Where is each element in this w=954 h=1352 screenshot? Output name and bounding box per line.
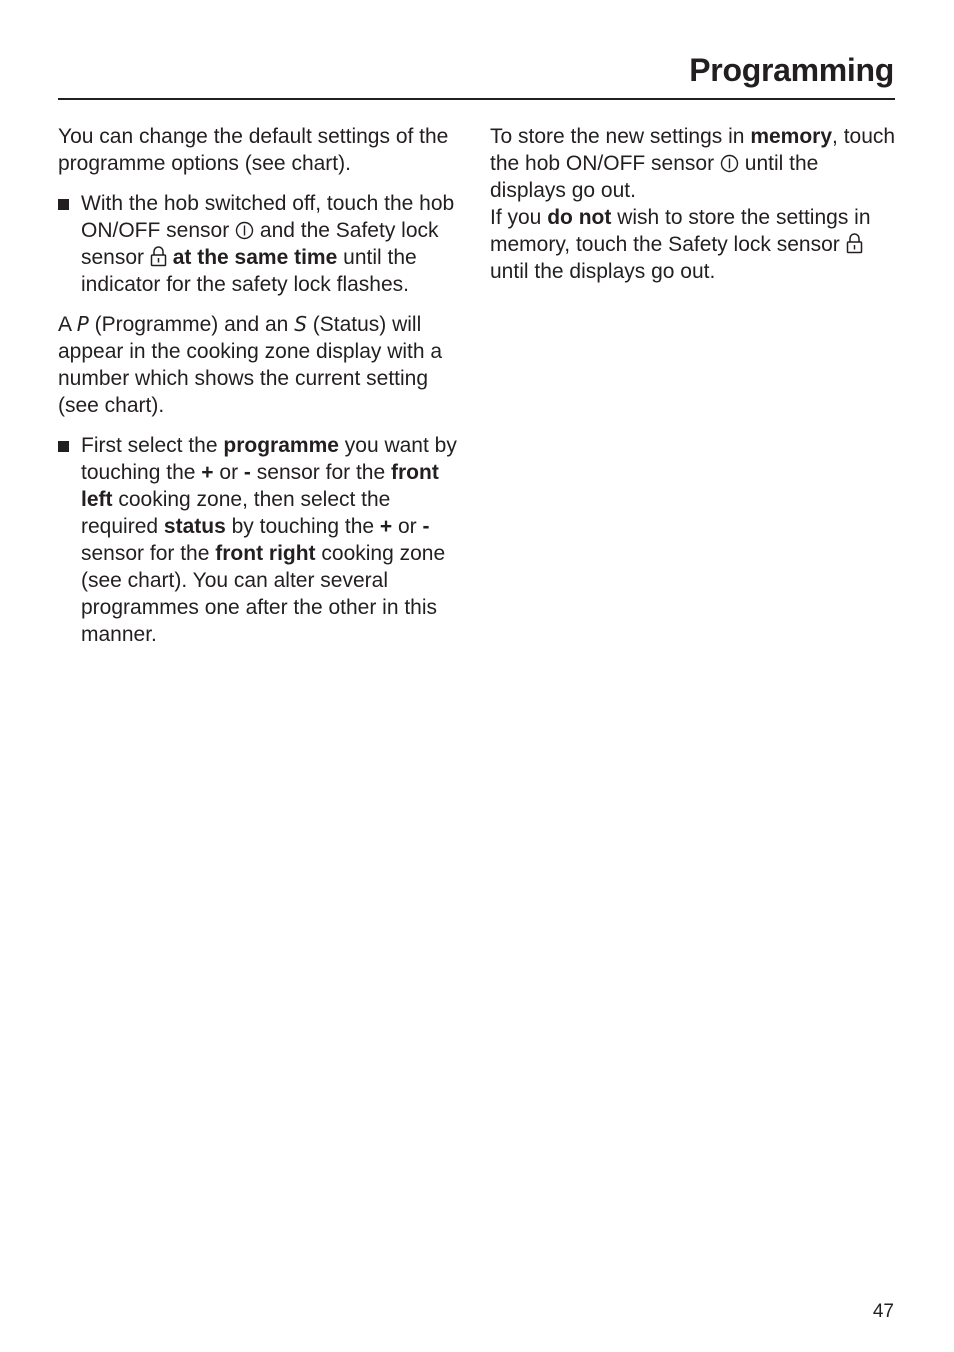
- minus-sensor-label: -: [422, 515, 430, 538]
- step-select-programme: First select the programme you want by touching the + or - sensor for the front left cooking zone, then select the required status by touching the + or - sensor for the front right cooking zone (see chart). You can alter several programmes one after the other in this manner.: [58, 432, 466, 648]
- step-switch-on-programming: With the hob switched off, touch the hob ON/OFF sensor and the Safety lock sensor at the same time until the indicator for the safety lock flashes.: [58, 190, 466, 298]
- store-paragraph: To store the new settings in memory, touch the hob ON/OFF sensor until the displays go out.: [490, 125, 896, 202]
- lock-icon: [150, 246, 167, 267]
- lock-icon: [846, 233, 863, 254]
- title-rule: [58, 98, 895, 100]
- intro-paragraph: You can change the default settings of the programme options (see chart).: [58, 125, 449, 175]
- page-title: Programming: [689, 52, 894, 88]
- right-column: [490, 123, 900, 285]
- power-icon: [235, 221, 254, 240]
- no-store-paragraph: If you do not wish to store the settings in memory, touch the Safety lock sensor until the displays go out.: [490, 206, 871, 283]
- plus-sensor-label: +: [379, 515, 393, 538]
- page-number: 47: [872, 1301, 894, 1322]
- status-symbol: S: [294, 312, 307, 336]
- display-note-paragraph: A P (Programme) and an S (Status) will appear in the cooking zone display with a number which shows the current setting (see chart).: [58, 312, 443, 417]
- minus-sensor-label: -: [243, 461, 251, 484]
- bullet-marker: [58, 441, 69, 452]
- left-column: [58, 123, 466, 661]
- plus-sensor-label: +: [201, 461, 214, 484]
- bullet-marker: [58, 199, 69, 210]
- power-icon: [720, 154, 739, 173]
- programme-symbol: P: [76, 312, 89, 336]
